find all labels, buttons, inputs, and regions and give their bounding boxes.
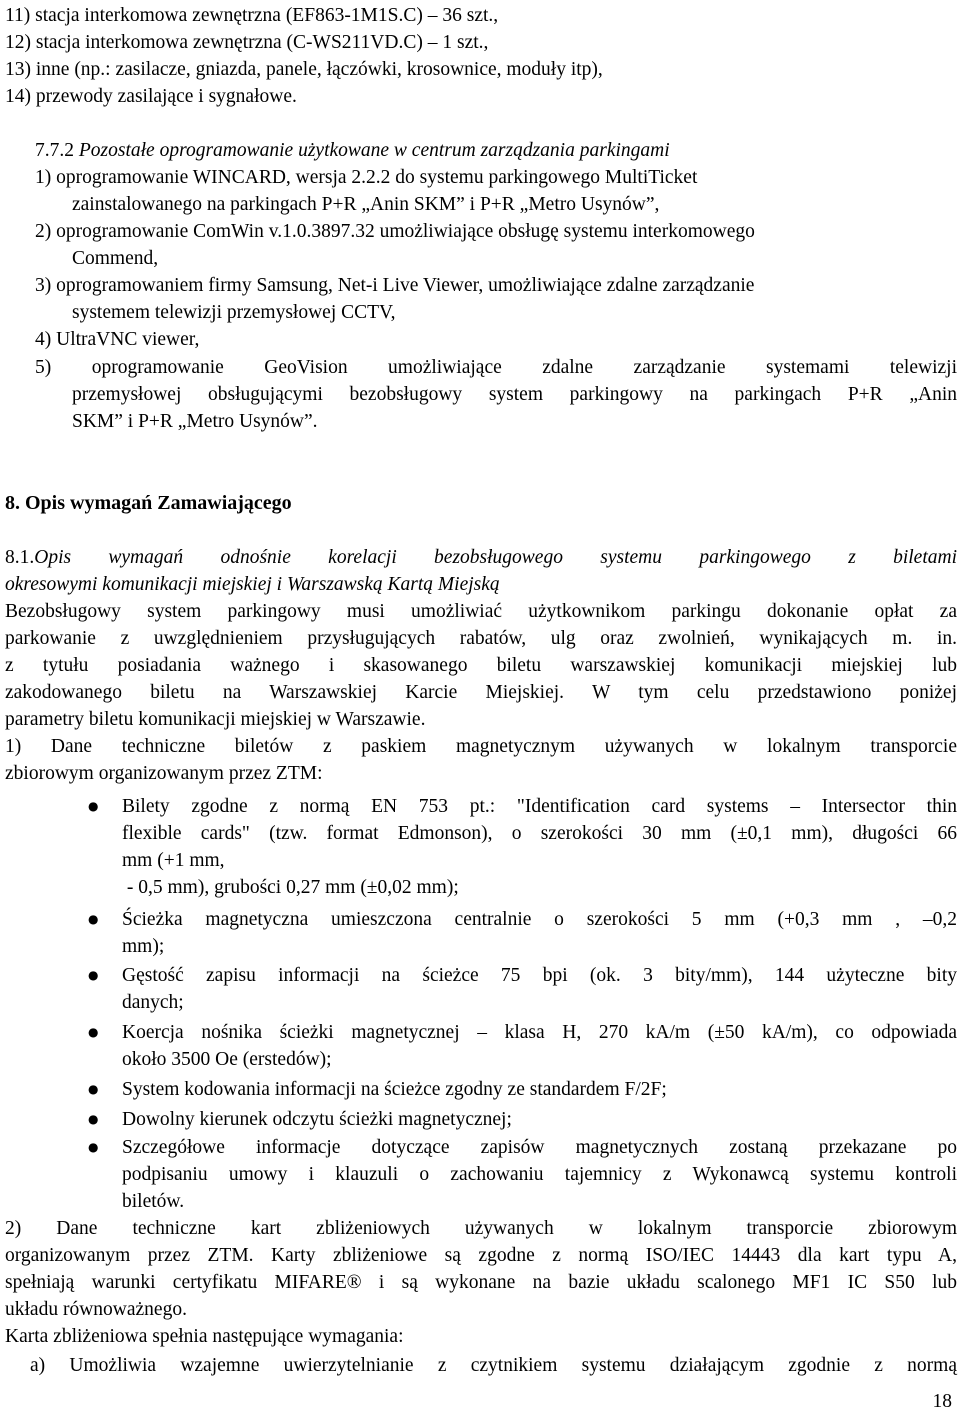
list-item: 14) przewody zasilające i sygnałowe. <box>5 86 297 107</box>
bullet-item-continuation: flexible cards" (tzw. format Edmonson), o szerokości 30 mm (±0,1 mm), długości 66 <box>122 823 957 844</box>
bullet-icon: ● <box>88 912 99 926</box>
list-item: 2) oprogramowanie ComWin v.1.0.3897.32 umożliwiające obsługę systemu interkomowego <box>35 221 755 242</box>
paragraph-line: organizowanym przez ZTM. Karty zbliżeniowe są zgodne z normą ISO/IEC 14443 dla kart typu A, <box>5 1245 957 1266</box>
section-title: Pozostałe oprogramowanie użytkowane w centrum zarządzania parkingami <box>78 140 670 161</box>
paragraph-line: zakodowanego biletu na Warszawskiej Karcie Miejskiej. W tym celu przedstawiono poniżej <box>5 682 957 703</box>
list-item: a) Umożliwia wzajemne uwierzytelnianie z czytnikiem systemu działającym zgodnie z normą <box>30 1355 957 1376</box>
bullet-item-continuation: - 0,5 mm), grubości 0,27 mm (±0,02 mm); <box>122 877 459 898</box>
list-item: 13) inne (np.: zasilacze, gniazda, panele, łączówki, krosownice, moduły itp), <box>5 59 603 80</box>
bullet-item-continuation: danych; <box>122 992 184 1013</box>
list-item: 4) UltraVNC viewer, <box>35 329 200 350</box>
list-item: 3) oprogramowaniem firmy Samsung, Net-i Live Viewer, umożliwiające zdalne zarządzanie <box>35 275 755 296</box>
paragraph-line: z tytułu posiadania ważnego i skasowanego biletu warszawskiej komunikacji miejskiej lub <box>5 655 957 676</box>
bullet-item-continuation: podpisaniu umowy i klauzuli o zachowaniu tajemnicy z Wykonawcą systemu kontroli <box>122 1164 957 1185</box>
bullet-item-continuation: mm (+1 mm, <box>122 850 225 871</box>
bullet-item: Gęstość zapisu informacji na ścieżce 75 bpi (ok. 3 bity/mm), 144 użyteczne bity <box>122 965 957 986</box>
list-item: 11) stacja interkomowa zewnętrzna (EF863-1M1S.C) – 36 szt., <box>5 5 499 26</box>
paragraph-line: układu równoważnego. <box>5 1299 187 1320</box>
list-item: 1) oprogramowanie WINCARD, wersja 2.2.2 do systemu parkingowego MultiTicket <box>35 167 698 188</box>
paragraph-line: parametry biletu komunikacji miejskiej w Warszawie. <box>5 709 426 730</box>
bullet-item: Szczegółowe informacje dotyczące zapisów magnetycznych zostaną przekazane po <box>122 1137 957 1158</box>
paragraph-line: parkowanie z uwzględnieniem przysługujących rabatów, ulg oraz zwolnień, wynikających m. in. <box>5 628 957 649</box>
bullet-icon: ● <box>88 1112 99 1126</box>
section-title-continuation: okresowymi komunikacji miejskiej i Warszawską Kartą Miejską <box>5 574 500 595</box>
bullet-icon: ● <box>88 968 99 982</box>
bullet-icon: ● <box>88 799 99 813</box>
list-item-continuation: SKM” i P+R „Metro Usynów”. <box>72 411 318 432</box>
bullet-item: Dowolny kierunek odczytu ścieżki magnetycznej; <box>122 1109 512 1130</box>
section-heading-772 <box>35 137 670 164</box>
list-item-continuation: zainstalowanego na parkingach P+R „Anin SKM” i P+R „Metro Usynów”, <box>72 194 660 215</box>
paragraph-line: 1) Dane techniczne biletów z paskiem magnetycznym używanych w lokalnym transporcie <box>5 736 957 757</box>
list-item-continuation: Commend, <box>72 248 159 269</box>
bullet-icon: ● <box>88 1025 99 1039</box>
list-item: 12) stacja interkomowa zewnętrzna (C-WS211VD.C) – 1 szt., <box>5 32 489 53</box>
bullet-item-continuation: mm); <box>122 936 165 957</box>
bullet-icon: ● <box>88 1082 99 1096</box>
paragraph-line: spełniają warunki certyfikatu MIFARE® i są wykonane na bazie układu scalonego MF1 IC S50 lub <box>5 1272 957 1293</box>
section-number: 7.7.2 <box>35 140 74 161</box>
bullet-item-continuation: biletów. <box>122 1191 185 1212</box>
bullet-item-continuation: około 3500 Oe (erstedów); <box>122 1049 332 1070</box>
list-item-continuation: przemysłowej obsługującymi bezobsługowy system parkingowy na parkingach P+R „Anin <box>72 384 957 405</box>
section-heading-81 <box>5 544 957 571</box>
bullet-icon: ● <box>88 1140 99 1154</box>
bullet-item: Bilety zgodne z normą EN 753 pt.: "Identification card systems – Intersector thin <box>122 796 957 817</box>
chapter-heading: 8. Opis wymagań Zamawiającego <box>5 492 292 514</box>
paragraph-line: 2) Dane techniczne kart zbliżeniowych używanych w lokalnym transporcie zbiorowym <box>5 1218 957 1239</box>
paragraph-line: zbiorowym organizowanym przez ZTM: <box>5 763 323 784</box>
bullet-item: Koercja nośnika ścieżki magnetycznej – klasa H, 270 kA/m (±50 kA/m), co odpowiada <box>122 1022 957 1043</box>
paragraph-line: Karta zbliżeniowa spełnia następujące wymagania: <box>5 1326 404 1347</box>
list-item: 5) oprogramowanie GeoVision umożliwiające zdalne zarządzanie systemami telewizji <box>35 357 957 378</box>
section-number: 8.1. <box>5 547 35 568</box>
list-item-continuation: systemem telewizji przemysłowej CCTV, <box>72 302 396 323</box>
page-number: 18 <box>932 1391 952 1412</box>
bullet-item: System kodowania informacji na ścieżce zgodny ze standardem F/2F; <box>122 1079 667 1100</box>
paragraph-line: Bezobsługowy system parkingowy musi umożliwiać użytkownikom parkingu dokonanie opłat za <box>5 601 957 622</box>
bullet-item: Ścieżka magnetyczna umieszczona centralnie o szerokości 5 mm (+0,3 mm , –0,2 <box>122 909 957 930</box>
section-title: Opis wymagań odnośnie korelacji bezobsługowego systemu parkingowego z biletami <box>34 547 957 568</box>
